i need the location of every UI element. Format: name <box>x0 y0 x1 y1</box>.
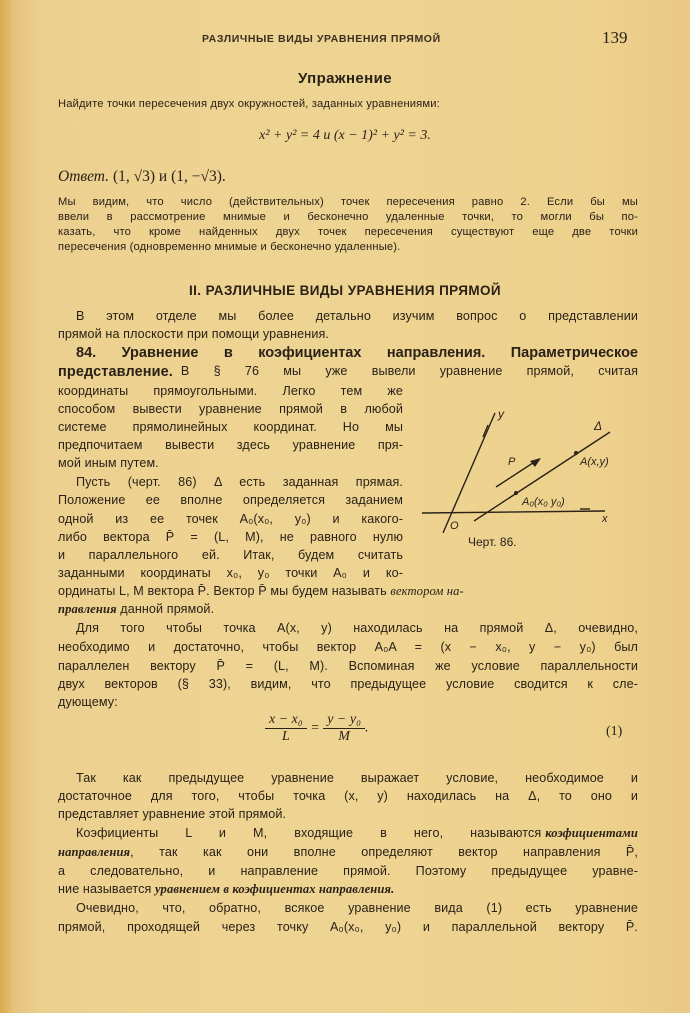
paragraph-text: ние называется <box>58 882 156 896</box>
answer-label: Ответ. <box>58 168 110 185</box>
y-axis <box>443 413 495 533</box>
paragraph-line: необходимо и достаточно, чтобы вектор A₀A = (x − x₀, y − y₀) был <box>58 640 638 654</box>
paragraph-line: а следовательно, и направление прямой. Поэтому предыдущее уравне- <box>58 864 638 878</box>
note-line: Мы видим, что число (действительных) точек пересечения равно 2. Если бы мы <box>58 196 638 208</box>
wrapped-line: способом вывести уравнение прямой в любой <box>58 402 403 416</box>
paragraph-line: Очевидно, что, обратно, всякое уравнение вида (1) есть уравнение <box>76 901 638 915</box>
paragraph-line: параллелен вектору P̄ = (L, M). Вспоминая же условие параллельности <box>58 659 638 673</box>
page-number: 139 <box>602 28 628 47</box>
point-a0-label: A₀(x₀ y₀) <box>522 496 565 508</box>
point-a0 <box>514 491 518 495</box>
paragraph-text: В § 76 мы уже вывели уравнение прямой, считая <box>180 364 638 378</box>
paragraph-line <box>58 882 638 897</box>
wrapped-line: одной из ее точек A₀(x₀, y₀) и какого- <box>58 512 403 526</box>
term-italic: правления <box>58 602 117 616</box>
fraction-left: $\frac{\text{x − x₀}}{L}$ <box>265 712 307 745</box>
wrapped-line: мой иным путем. <box>58 456 159 470</box>
paragraph-text: Коэфициенты L и M, входящие в него, называются <box>76 826 542 840</box>
paragraph-line: двух векторов (§ 33), видим, что предыдущее условие сводится к сле- <box>58 677 638 691</box>
x-axis <box>422 511 605 513</box>
note-line: ввели в рассмотрение мнимые и бесконечно удаленные точки, то могли бы по- <box>58 211 638 223</box>
note-line: казать, что кроме найденных двух точек пересечения существуют еще две точки <box>58 226 638 238</box>
vector-arrowhead <box>530 458 541 467</box>
section-intro-line: В этом отделе мы более детально изучим вопрос о представлении <box>76 309 638 323</box>
term-italic: вектором на- <box>390 584 464 598</box>
paragraph-line: достаточное для того, чтобы точка (x, y) находилась на Δ, то оно и <box>58 789 638 803</box>
wrapped-line: либо вектора P̄ = (L, M), не равного нулю <box>58 530 403 544</box>
wrapped-line: заданными координаты x₀, y₀ точки A₀ и ко- <box>58 566 403 580</box>
term-italic: уравнением в коэфициентах направления. <box>155 882 395 896</box>
paragraph-line <box>58 826 638 841</box>
equation-1: $\frac{\text{x − x₀}}{L}$ = $\frac{\text{y − y₀}}{M}$ . <box>265 712 368 745</box>
exercise-title: Упражнение <box>298 70 392 87</box>
paragraph-title-bold: представление. <box>58 364 173 380</box>
paragraph-line: Для того чтобы точка A(x, y) находилась на прямой Δ, очевидно, <box>76 621 638 635</box>
point-a <box>574 451 578 455</box>
origin-label: O <box>450 520 459 532</box>
term-italic: коэфициентами <box>545 826 638 840</box>
line-diagram <box>410 385 640 565</box>
wrapped-line: системе прямолинейных координат. Но мы <box>58 420 403 434</box>
fraction-right: $\frac{\text{y − y₀}}{M}$ <box>323 712 365 745</box>
figure-caption: Черт. 86. <box>468 535 517 549</box>
delta-label: Δ <box>594 419 603 433</box>
paragraph-line: представляет уравнение этой прямой. <box>58 807 287 821</box>
equation-number: (1) <box>606 724 623 739</box>
section-intro-line: прямой на плоскости при помощи уравнения. <box>58 327 329 341</box>
wrapped-line: координаты прямоугольными. Легко тем же <box>58 384 403 398</box>
answer-value: (1, √3) и (1, −√3). <box>112 168 226 185</box>
paragraph-line <box>58 845 638 860</box>
exercise-answer <box>58 168 226 186</box>
paragraph-text: , так как они вполне определяют вектор направления P̄, <box>130 845 638 859</box>
vector-label: P <box>508 456 516 468</box>
note-line: пересечения (одновременно мнимые и бесконечно удаленные). <box>58 241 401 253</box>
exercise-task: Найдите точки пересечения двух окружностей, заданных уравнениями: <box>58 98 440 110</box>
term-italic: направления <box>58 845 131 859</box>
exercise-equation: x² + y² = 4 и (x − 1)² + y² = 3. <box>259 128 431 143</box>
y-label: y <box>498 407 504 421</box>
point-a-label: A(x,y) <box>580 456 609 468</box>
paragraph-line: Так как предыдущее уравнение выражает условие, необходимое и <box>76 771 638 785</box>
wrapped-line: предпочитаем вывести здесь уравнение пря- <box>58 438 403 452</box>
running-title: РАЗЛИЧНЫЕ ВИДЫ УРАВНЕНИЯ ПРЯМОЙ <box>202 33 441 45</box>
wrapped-line: и параллельного ей. Итак, будем считать <box>58 548 403 562</box>
paragraph-title: 84. Уравнение в коэфициентах направления. Параметрическое <box>76 345 638 361</box>
paragraph-line <box>58 584 638 599</box>
wrapped-line: Положение ее вполне определяется заданием <box>58 493 403 507</box>
paragraph-text: данной прямой. <box>116 602 215 616</box>
paragraph-line: дующему: <box>58 695 118 709</box>
paragraph-line: прямой, проходящей через точку A₀(x₀, y₀) и параллельной вектору P̄. <box>58 920 638 934</box>
x-label: x <box>602 513 608 525</box>
paragraph-line <box>58 602 638 617</box>
wrapped-line: Пусть (черт. 86) Δ есть заданная прямая. <box>76 475 403 489</box>
section-title: II. РАЗЛИЧНЫЕ ВИДЫ УРАВНЕНИЯ ПРЯМОЙ <box>188 283 501 298</box>
paragraph-title-line2 <box>58 364 638 380</box>
figure-86 <box>410 385 640 565</box>
paragraph-text: ординаты L, M вектора P̄. Вектор P̄ мы будем называть <box>58 584 391 598</box>
